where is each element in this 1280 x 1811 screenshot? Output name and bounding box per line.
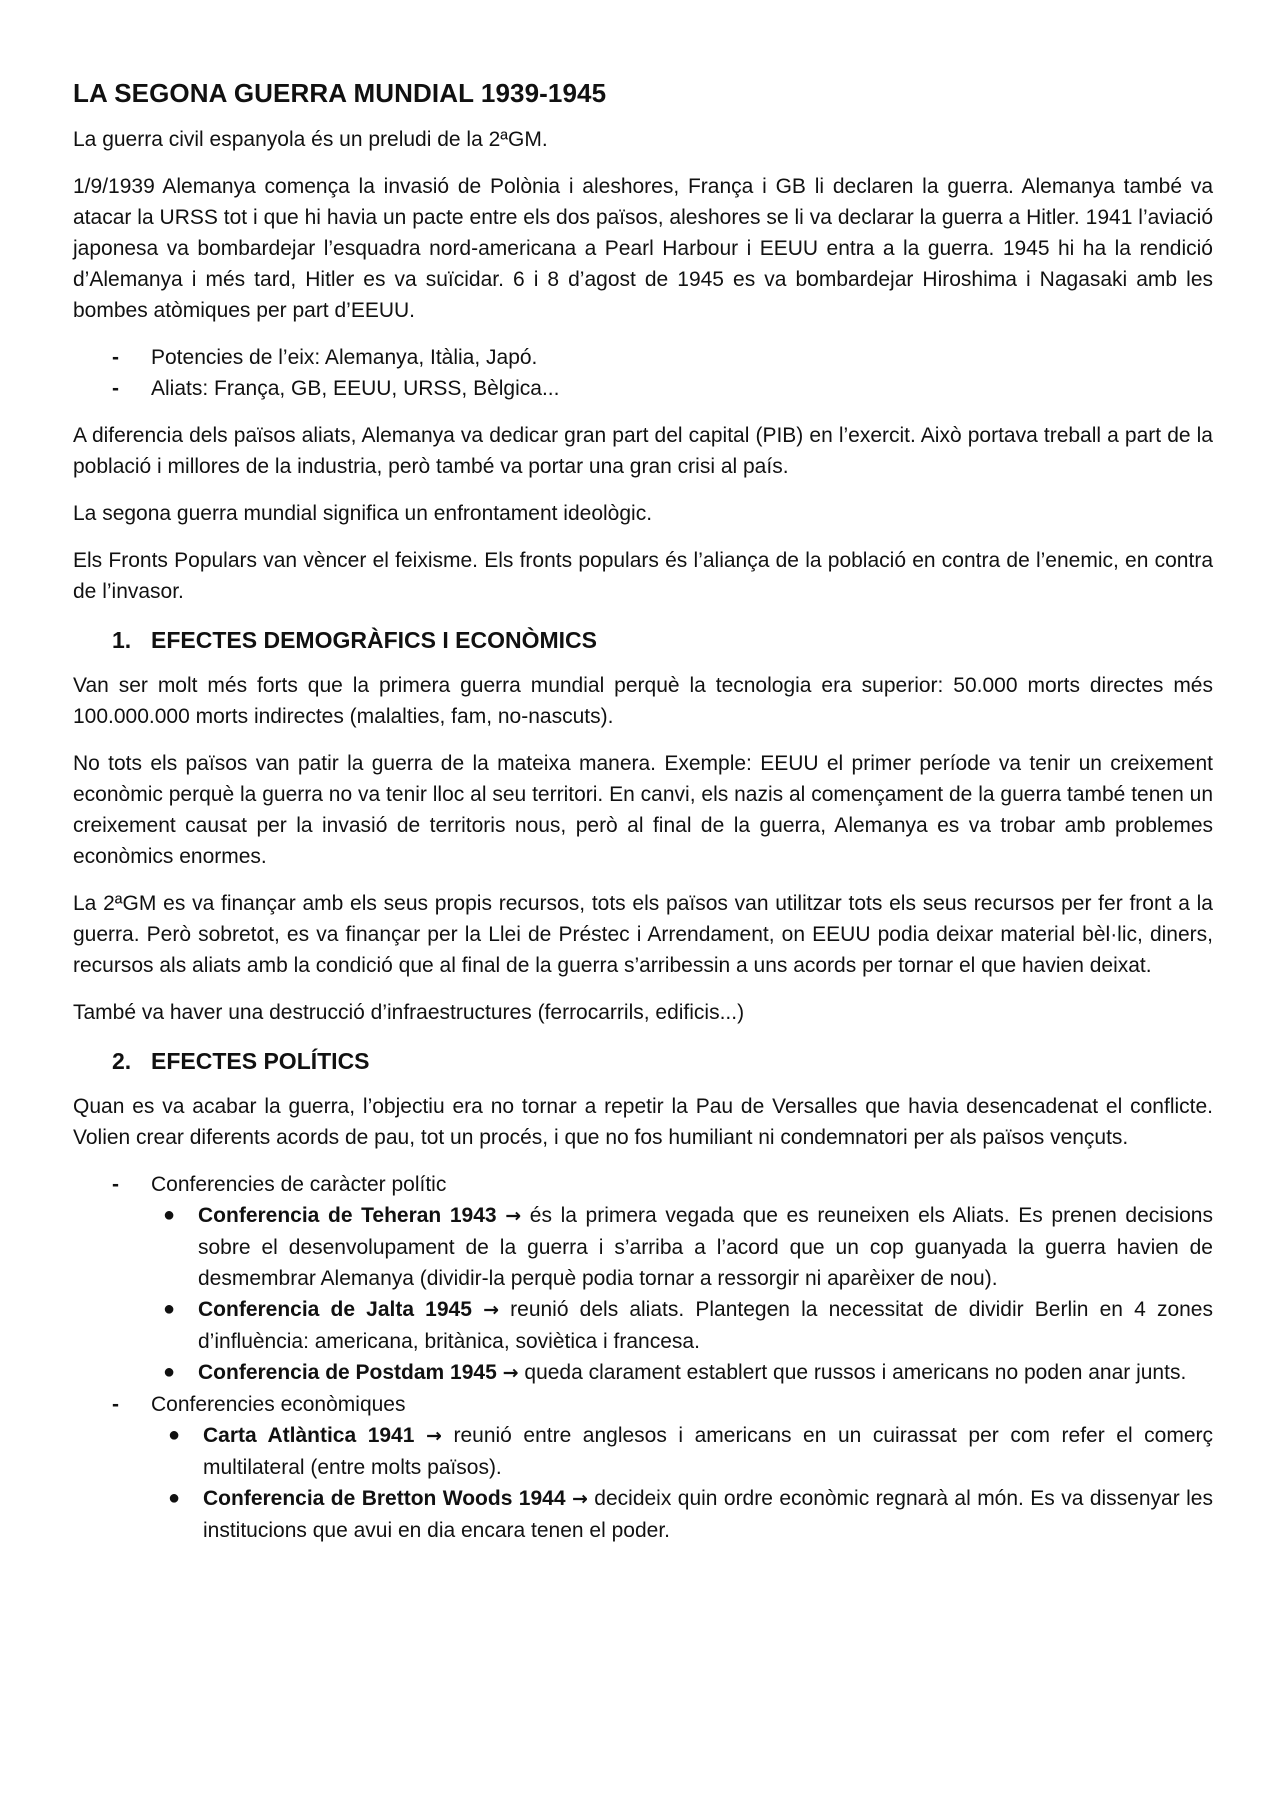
group-label: Conferencies econòmiques (151, 1393, 406, 1416)
body-paragraph: La segona guerra mundial significa un enfrontament ideològic. (73, 502, 653, 525)
conference-text: és la primera vegada que es reuneixen els Aliats. Es prenen decisions sobre el desenvolupament de la guerra i s’arriba a l’acord que un cop guanyada la guerra havien de desmembrar Alemanya (dividir-la perquè podia tornar a ressorgir ni aparèixer de nou). (198, 1204, 1213, 1290)
body-paragraph: Van ser molt més forts que la primera guerra mundial perquè la tecnologia era superior: 50.000 morts directes més 100.000.000 morts indirectes (malalties, fam, no-nascuts). (73, 674, 1213, 728)
dash-marker: - (112, 1393, 119, 1416)
body-paragraph: També va haver una destrucció d’infraestructures (ferrocarrils, edificis...) (73, 1001, 745, 1024)
intro-paragraph: 1/9/1939 Alemanya comença la invasió de Polònia i aleshores, França i GB li declaren la guerra. Alemanya també va atacar la URSS tot i que hi havia un pacte entre els dos països, aleshores se li va declarar la guerra a Hitler. 1941 l’aviació japonesa va bombardejar l’esquadra nord-americana a Pearl Harbour i EEUU entra a la guerra. 1945 hi ha la rendició d’Alemanya i més tard, Hitler es va suïcidar. 6 i 8 d’agost de 1945 es va bombardejar Hiroshima i Nagasaki amb les bombes atòmiques per part d’EEUU. (73, 175, 1213, 322)
conference-name: Conferencia de Postdam 1945 (198, 1361, 497, 1384)
list-item-text: Potencies de l’eix: Alemanya, Itàlia, Japó. (151, 346, 538, 369)
conference-item (164, 1420, 1213, 1483)
section-title: EFECTES POLÍTICS (151, 1048, 370, 1074)
bullet-marker: ● (168, 1424, 181, 1446)
dash-marker: - (112, 1173, 119, 1196)
conference-items (159, 1200, 1213, 1389)
list-item (73, 373, 1213, 404)
intro-paragraph: La guerra civil espanyola és un preludi de la 2ªGM. (73, 128, 548, 151)
conference-group (73, 1169, 1213, 1389)
body-paragraph: Quan es va acabar la guerra, l’objectiu era no tornar a repetir la Pau de Versalles que havia desencadenat el conflicte. Volien crear diferents acords de pau, tot un procés, i que no fos humiliant ni condemnatori per als països vençuts. (73, 1095, 1213, 1149)
arrow-icon: → (571, 1488, 588, 1510)
dash-marker: - (112, 346, 119, 369)
bullet-marker: ● (168, 1487, 181, 1509)
conference-item (164, 1483, 1213, 1546)
section-number: 1. (112, 627, 132, 653)
body-paragraph: La 2ªGM es va finançar amb els seus propis recursos, tots els països van utilitzar tots els seus recursos per fer front a la guerra. Però sobretot, es va finançar per la Llei de Préstec i Arrendament, on EEUU podia deixar material bèl·lic, diners, recursos als aliats amb la condició que al final de la guerra s’arribessin a uns acords per tornar el que havien deixat. (73, 892, 1213, 977)
conference-name: Conferencia de Bretton Woods 1944 (203, 1487, 566, 1510)
sides-list (73, 342, 1213, 404)
conference-name: Carta Atlàntica 1941 (203, 1424, 415, 1447)
bullet-marker: ● (163, 1204, 176, 1226)
list-item (73, 342, 1213, 373)
bullet-marker: ● (163, 1361, 176, 1383)
dash-marker: - (112, 377, 119, 400)
conference-text: queda clarament establert que russos i americans no poden anar junts. (524, 1361, 1187, 1384)
group-label: Conferencies de caràcter polític (151, 1173, 447, 1196)
arrow-icon: → (483, 1299, 499, 1321)
conference-items (164, 1420, 1213, 1546)
section-title: EFECTES DEMOGRÀFICS I ECONÒMICS (151, 627, 597, 653)
conference-name: Conferencia de Jalta 1945 (198, 1298, 472, 1321)
body-paragraph: Els Fronts Populars van vèncer el feixisme. Els fronts populars és l’aliança de la població en contra de l’enemic, en contra de l’invasor. (73, 549, 1213, 603)
conference-item (159, 1357, 1213, 1389)
document-page (73, 76, 1213, 1562)
arrow-icon: → (425, 1425, 442, 1447)
section-heading-politics (73, 1044, 1213, 1078)
conference-name: Conferencia de Teheran 1943 (198, 1204, 497, 1227)
conference-text: reunió entre anglesos i americans en un cuirassat per com refer el comerç multilateral (entre molts països). (203, 1424, 1214, 1479)
conference-text: decideix quin ordre econòmic regnarà al món. Es va dissenyar les institucions que avui en dia encara tenen el poder. (203, 1487, 1213, 1542)
conference-text: reunió dels aliats. Plantegen la necessitat de dividir Berlin en 4 zones d’influència: americana, britànica, soviètica i francesa. (198, 1298, 1213, 1353)
list-item-text: Aliats: França, GB, EEUU, URSS, Bèlgica... (151, 377, 560, 400)
body-paragraph: A diferencia dels països aliats, Alemanya va dedicar gran part del capital (PIB) en l’exercit. Això portava treball a part de la població i millores de la industria, però també va portar una gran crisi al país. (73, 424, 1213, 478)
arrow-icon: → (502, 1362, 519, 1384)
bullet-marker: ● (163, 1298, 176, 1320)
conference-item (159, 1294, 1213, 1357)
conference-group (73, 1389, 1213, 1546)
page-title: LA SEGONA GUERRA MUNDIAL 1939-1945 (73, 78, 607, 108)
conference-item (159, 1200, 1213, 1294)
arrow-icon: → (505, 1205, 522, 1227)
section-number: 2. (112, 1048, 132, 1074)
conferences-list (73, 1169, 1213, 1546)
body-paragraph: No tots els països van patir la guerra de la mateixa manera. Exemple: EEUU el primer període va tenir un creixement econòmic perquè la guerra no va tenir lloc al seu territori. En canvi, els nazis al començament de la guerra també tenen un creixement causat per la invasió de territoris nous, però al final de la guerra, Alemanya es va trobar amb problemes econòmics enormes. (73, 752, 1213, 868)
section-heading-demografics (73, 623, 1213, 657)
